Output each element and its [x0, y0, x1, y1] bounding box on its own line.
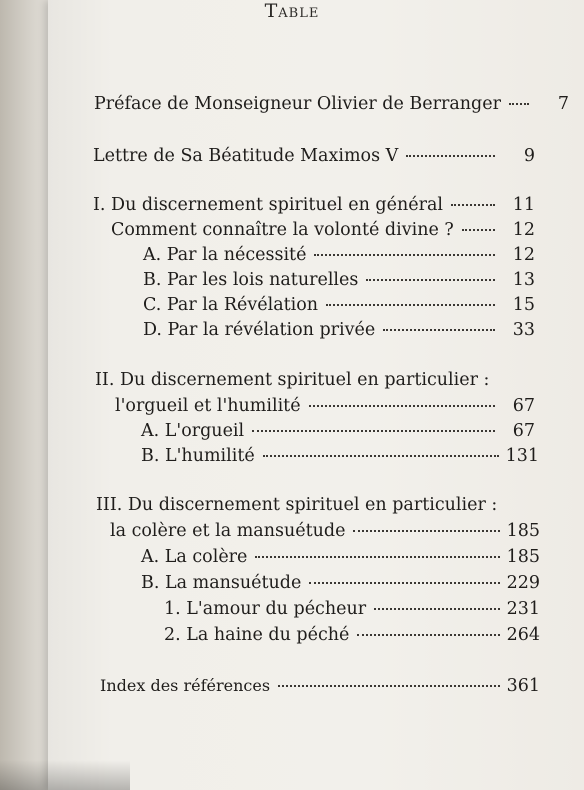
toc-page-number: 264	[506, 625, 540, 645]
toc-item	[143, 295, 535, 321]
toc-item	[141, 446, 539, 472]
toc-part-1	[93, 195, 535, 221]
toc-page-number: 15	[512, 295, 535, 315]
toc-page-number: 12	[512, 220, 535, 240]
toc-entry-index	[100, 676, 540, 702]
toc-page-number: 185	[506, 547, 540, 567]
dot-leader	[255, 556, 500, 558]
toc-entry-label: 2. La haine du péché	[164, 625, 350, 645]
toc-entry-label: Préface de Monseigneur Olivier de Berranger	[94, 94, 501, 114]
dot-leader	[383, 329, 495, 331]
toc-entry-label: la colère et la mansuétude	[110, 521, 346, 541]
toc-page-number: 361	[506, 676, 540, 696]
toc-page-number: 67	[512, 421, 535, 441]
toc-page-number: 67	[512, 396, 535, 416]
toc-part-3-heading: III. Du discernement spirituel en particulier :	[96, 495, 498, 515]
toc-part-heading: I. Du discernement spirituel en général	[93, 195, 443, 215]
toc-entry-label: A. Par la nécessité	[143, 245, 307, 265]
toc-page-number: 12	[512, 245, 535, 265]
toc-page-number: 13	[512, 270, 535, 290]
dot-leader	[326, 304, 495, 306]
toc-subitem	[164, 599, 540, 625]
page-title: Table	[264, 0, 320, 22]
dot-leader	[278, 685, 500, 687]
toc-entry-label: Lettre de Sa Béatitude Maximos V	[93, 146, 399, 166]
toc-entry-label: D. Par la révélation privée	[143, 320, 376, 340]
toc-item	[143, 245, 535, 271]
toc-entry-label: B. Par les lois naturelles	[143, 270, 359, 290]
dot-leader	[374, 608, 500, 610]
toc-entry-label: C. Par la Révélation	[143, 295, 319, 315]
toc-item	[143, 320, 535, 346]
book-gutter	[0, 0, 48, 790]
toc-subsection	[111, 220, 535, 246]
dot-leader	[252, 430, 495, 432]
dot-leader	[462, 229, 495, 231]
toc-entry-lettre	[93, 146, 535, 172]
toc-part-2	[115, 396, 535, 422]
toc-entry-label: 1. L'amour du pécheur	[164, 599, 367, 619]
toc-entry-label: A. La colère	[141, 547, 248, 567]
page-shadow	[0, 760, 130, 790]
dot-leader	[357, 634, 500, 636]
toc-page-number: 7	[557, 94, 569, 114]
toc-entry-label: B. L'humilité	[141, 446, 255, 466]
toc-item	[141, 421, 535, 447]
toc-entry-label: l'orgueil et l'humilité	[115, 396, 301, 416]
dot-leader	[451, 204, 495, 206]
toc-page-number: 131	[505, 446, 539, 466]
toc-page-number: 229	[506, 573, 540, 593]
dot-leader	[509, 103, 529, 105]
toc-item	[141, 547, 540, 573]
dot-leader	[309, 405, 495, 407]
dot-leader	[406, 155, 495, 157]
toc-page-number: 11	[512, 195, 535, 215]
toc-subitem	[164, 625, 540, 651]
toc-entry-label: Comment connaître la volonté divine ?	[111, 220, 454, 240]
toc-part-3	[110, 521, 540, 547]
toc-page-number: 231	[506, 599, 540, 619]
toc-page-number: 33	[512, 320, 535, 340]
dot-leader	[309, 582, 500, 584]
toc-page-number: 185	[506, 521, 540, 541]
toc-entry-label: Index des références	[100, 676, 271, 695]
toc-part-2-heading: II. Du discernement spirituel en particulier :	[95, 370, 490, 390]
toc-entry-label: A. L'orgueil	[141, 421, 245, 441]
toc-item	[143, 270, 535, 296]
toc-item	[141, 573, 540, 599]
dot-leader	[366, 279, 495, 281]
dot-leader	[263, 455, 499, 457]
dot-leader	[314, 254, 495, 256]
toc-entry-preface	[94, 94, 569, 120]
dot-leader	[353, 530, 500, 532]
toc-entry-label: B. La mansuétude	[141, 573, 302, 593]
toc-page-number: 9	[523, 146, 535, 166]
